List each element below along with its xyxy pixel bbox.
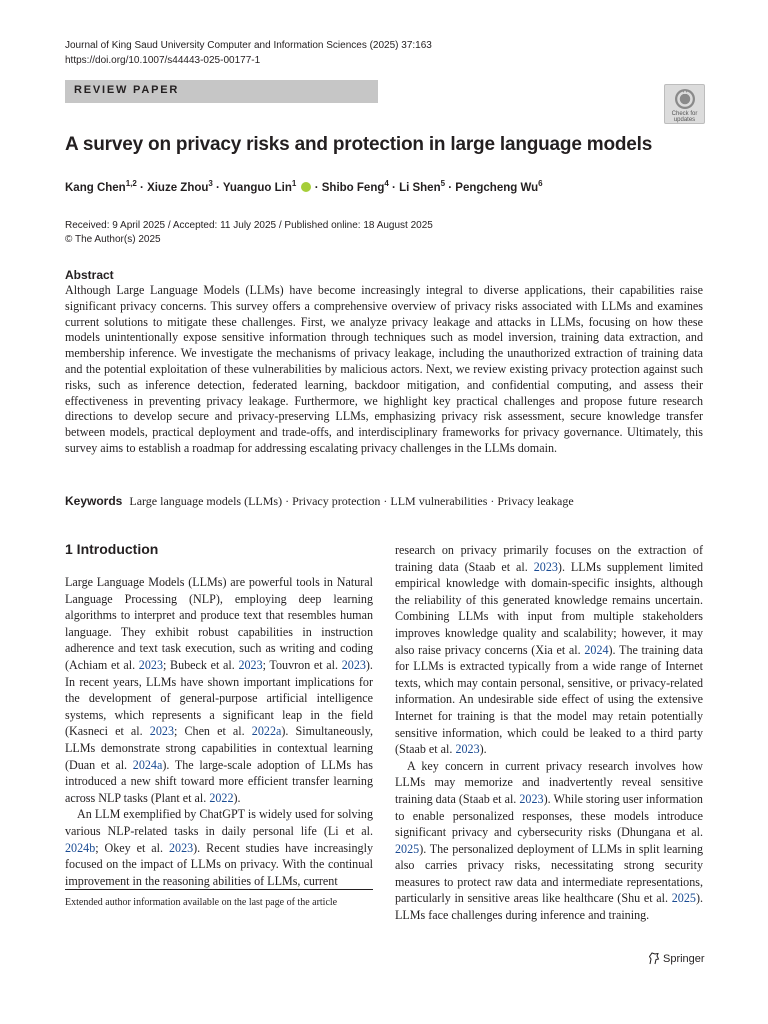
author-affiliation: 5 bbox=[440, 179, 446, 188]
citation-link[interactable]: 2022a bbox=[251, 724, 282, 739]
citation-link[interactable]: 2024 bbox=[584, 642, 609, 657]
copyright-line: © The Author(s) 2025 bbox=[65, 234, 161, 245]
body-paragraph bbox=[65, 574, 373, 806]
article-title: A survey on privacy risks and protection in large language models bbox=[65, 134, 653, 155]
author-affiliation: 1 bbox=[291, 179, 297, 188]
citation-link[interactable]: 2023 bbox=[238, 657, 263, 672]
footnote: Extended author information available on the last page of the article bbox=[65, 897, 338, 908]
check-for-updates-text: Check for updates bbox=[671, 111, 698, 123]
journal-header bbox=[65, 38, 432, 68]
citation-link[interactable]: 2023 bbox=[149, 724, 174, 739]
author-affiliation: 3 bbox=[208, 179, 213, 188]
section-heading-introduction: 1 Introduction bbox=[65, 541, 159, 557]
body-text: An LLM exemplified by ChatGPT is widely used for solving various NLP-related tasks in daily personal life (Li et al. bbox=[65, 807, 373, 838]
keywords-line bbox=[65, 494, 574, 509]
publication-dates bbox=[65, 219, 433, 247]
body-text: ; Okey et al. bbox=[95, 840, 169, 855]
publisher-logo bbox=[648, 952, 705, 965]
citation-link[interactable]: 2023 bbox=[341, 657, 366, 672]
body-text: ). While storing user information to enable personalized responses, these models introduce significant privacy and cybersecurity risks (Dhungana et al. bbox=[395, 791, 703, 840]
body-text: ; Chen et al. bbox=[173, 724, 252, 739]
author-name[interactable]: Li Shen bbox=[399, 181, 441, 194]
received-accepted-published: Received: 9 April 2025 / Accepted: 11 July 2025 / Published online: 18 August 2025 bbox=[65, 220, 433, 231]
body-paragraph bbox=[395, 542, 703, 758]
author-separator: · bbox=[311, 181, 322, 194]
citation-link[interactable]: 2024b bbox=[65, 840, 96, 855]
author-affiliation: 6 bbox=[538, 179, 543, 188]
citation-link[interactable]: 2023 bbox=[138, 657, 163, 672]
keywords-text: Large language models (LLMs) · Privacy protection · LLM vulnerabilities · Privacy leakage bbox=[129, 494, 574, 508]
body-text: Large Language Models (LLMs) are powerful tools in Natural Language Processing (NLP), employing deep learning algorithms to interpret and produce text that resembles human language. They exhibit robust capabilities in instruction adherence and text task execution, such as writing and coding (Achiam et al. bbox=[65, 575, 373, 672]
orcid-icon[interactable] bbox=[301, 182, 311, 192]
journal-citation: Journal of King Saud University Computer and Information Sciences (2025) 37:163 bbox=[65, 40, 432, 51]
springer-horse-icon bbox=[648, 952, 660, 965]
body-column-right bbox=[395, 542, 703, 924]
check-for-updates-badge[interactable] bbox=[664, 84, 705, 124]
body-text: ). The large-scale adoption of LLMs has introduced a new shift toward more efficient transfer learning across NLP tasks (Plant et al. bbox=[65, 757, 373, 805]
footnote-divider bbox=[65, 889, 373, 890]
body-text: ). Recent studies have increasingly focused on the impact of LLMs on privacy. With the continual improvement in the reasoning abilities of LLMs, current bbox=[65, 840, 373, 888]
publisher-name: Springer bbox=[663, 952, 705, 965]
doi-link[interactable]: https://doi.org/10.1007/s44443-025-00177-1 bbox=[65, 55, 261, 66]
body-text: ). In recent years, LLMs have shown important implications for the development of general-purpose artificial intelligence systems, which represents a significant leap in the field (Kasneci et al. bbox=[65, 657, 373, 739]
body-text: ). Simultaneously, LLMs demonstrate strong capabilities in contextual learning (Duan et al. bbox=[65, 724, 374, 772]
body-text: ). The training data for LLMs is extracted typically from a wide range of Internet texts, which may contain personal, sensitive, or privacy-related information. An undesirable side effect of using the extensive Internet for training is that the model may retain potentially sensitive information, which could be leaked to a third party (Staab et al. bbox=[395, 642, 703, 757]
body-text: ). LLMs face challenges during inference and training. bbox=[395, 891, 703, 923]
citation-link[interactable]: 2025 bbox=[395, 841, 420, 856]
author-name[interactable]: Shibo Feng bbox=[321, 181, 385, 194]
citation-link[interactable]: 2025 bbox=[671, 891, 696, 906]
author-separator: · bbox=[388, 181, 400, 194]
citation-link[interactable]: 2022 bbox=[209, 790, 234, 805]
body-column-left bbox=[65, 574, 373, 889]
body-text: ). The personalized deployment of LLMs in split learning also carries privacy risks, necessitating strong security measures to protect raw data and intermediate representations, particularly in sensitive areas like healthcare (Shu et al. bbox=[395, 841, 703, 906]
abstract-text: Although Large Language Models (LLMs) have become increasingly integral to diverse applications, their capabilities raise significant privacy concerns. This survey offers a comprehensive overview of privacy risks associated with LLMs and examines current solutions to mitigate these challenges. First, we analyze privacy leakage and attacks in LLMs, focusing on how these models unintentionally expose sensitive information through techniques such as model inversion, training data extraction, and membership inference. We investigate the mechanisms of privacy leakage, including the unauthorized extraction of training data and the potential exploitation of these vulnerabilities by malicious actors. Next, we review existing privacy protection against such risks, such as inference detection, federated learning, backdoor mitigation, and confidential computing, and assess their effectiveness in preventing privacy leakage. Furthermore, we highlight key practical challenges and propose future research directions to develop secure and privacy-preserving LLMs, emphasizing privacy risk assessment, secure knowledge transfer between models, practical deployment and trade-offs, and interdisciplinary frameworks for privacy governance. Ultimately, this survey aims to establish a roadmap for addressing escalating privacy challenges in the LLMs domain. bbox=[65, 283, 703, 455]
body-text: research on privacy primarily focuses on the extraction of training data (Staab et al. bbox=[395, 543, 703, 574]
author-name[interactable]: Kang Chen bbox=[65, 181, 126, 194]
citation-link[interactable]: 2024a bbox=[132, 757, 163, 772]
author-name[interactable]: Xiuze Zhou bbox=[147, 181, 209, 194]
body-paragraph bbox=[65, 806, 373, 889]
author-name[interactable]: Pengcheng Wu bbox=[455, 181, 539, 194]
review-paper-banner bbox=[65, 80, 378, 103]
body-text: ). bbox=[479, 742, 487, 757]
abstract-heading: Abstract bbox=[65, 268, 114, 282]
body-text: ). bbox=[233, 790, 241, 805]
body-text: ). LLMs supplement limited empirical knowledge with domain-specific insights, although the reliability of this generated knowledge remains uncertain. Combining LLMs with input from multiple stakeholders improves knowledge quality and scalability; however, it may also raise privacy concerns (Xia et al. bbox=[395, 559, 703, 657]
author-affiliation: 1,2 bbox=[125, 179, 137, 188]
abstract-section bbox=[65, 268, 703, 457]
citation-link[interactable]: 2023 bbox=[168, 840, 194, 855]
citation-link[interactable]: 2023 bbox=[519, 791, 544, 806]
author-separator: · bbox=[136, 181, 148, 194]
body-paragraph bbox=[395, 758, 703, 924]
body-text: ; Touvron et al. bbox=[262, 657, 342, 672]
body-text: ; Bubeck et al. bbox=[162, 657, 239, 672]
author-affiliation: 4 bbox=[384, 179, 389, 188]
citation-link[interactable]: 2023 bbox=[455, 742, 480, 757]
check-for-updates-icon bbox=[674, 88, 696, 110]
body-text: A key concern in current privacy research involves how LLMs may memorize and inadvertently reveal sensitive training data (Staab et al. bbox=[395, 758, 703, 806]
citation-link[interactable]: 2023 bbox=[533, 559, 558, 574]
keywords-heading: Keywords bbox=[65, 494, 123, 508]
author-separator: · bbox=[445, 181, 456, 194]
review-paper-label: REVIEW PAPER bbox=[74, 84, 180, 96]
author-separator: · bbox=[212, 181, 223, 194]
author-name[interactable]: Yuanguo Lin bbox=[222, 181, 292, 194]
author-list bbox=[65, 179, 543, 194]
